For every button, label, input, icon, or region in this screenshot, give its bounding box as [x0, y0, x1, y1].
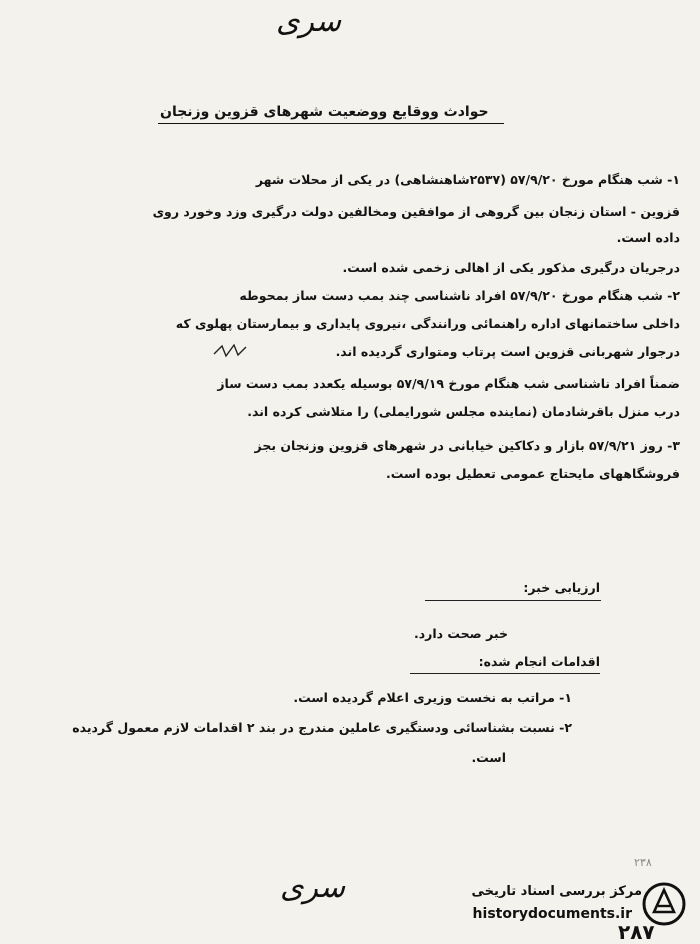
header-classification: سری — [276, 4, 342, 39]
action-item-1: ۱- مراتب به نخست وزیری اعلام گردیده است. — [293, 690, 572, 705]
assessment-text: خبر صحت دارد. — [414, 626, 508, 641]
title-underline — [158, 123, 504, 124]
action-item-2-line-1: ۲- نسبت بشناسائی ودستگیری عاملین مندرج در بند ۲ اقدامات لازم معمول گردیده — [72, 720, 572, 735]
paragraph-1-line-1: ۱- شب هنگام مورخ ۵۷/۹/۲۰ (۲۵۳۷شاهنشاهی) در یکی از محلات شهر — [255, 172, 680, 187]
action-item-2-line-2: است. — [471, 750, 506, 765]
actions-heading: اقدامات انجام شده: — [478, 654, 600, 669]
watermark-text-persian: مرکز بررسی اسناد تاریخی — [471, 884, 642, 899]
paragraph-1-line-2: قزوین - استان زنجان بین گروهی از موافقین ومخالفین دولت درگیری وزد وخورد روی — [152, 204, 680, 219]
paragraph-1-line-3: داده است. — [616, 230, 680, 245]
assessment-heading: ارزیابی خبر: — [523, 580, 600, 595]
paragraph-2-line-2: داخلی ساختمانهای اداره راهنمائی ورانندگی ،نیروی پایداری و بیمارستان پهلوی که — [175, 316, 680, 331]
handwritten-scribble — [212, 342, 248, 360]
watermark-url: historydocuments.ir — [472, 906, 632, 922]
paragraph-2-line-4: ضمناً افراد ناشناسی شب هنگام مورخ ۵۷/۹/۱۹ بوسیله یکعدد بمب دست ساز — [217, 376, 680, 391]
document-title: حوادث ووقایع ووضعیت شهرهای قزوین وزنجان — [160, 104, 489, 120]
paragraph-1-line-4: درجریان درگیری مذکور یکی از اهالی زخمی شده است. — [342, 260, 680, 275]
assessment-underline — [425, 600, 601, 601]
paragraph-2-line-5: درب منزل باقرشادمان (نماینده مجلس شورایملی) را متلاشی کرده اند. — [247, 404, 680, 419]
actions-underline — [410, 673, 600, 674]
footer-classification: سری — [280, 870, 346, 905]
paragraph-3-line-2: فروشگاههای مایحتاج عمومی تعطیل بوده است. — [386, 466, 680, 481]
paragraph-3-line-1: ۳- روز ۵۷/۹/۲۱ بازار و دکاکین خیابانی در شهرهای قزوین وزنجان بجز — [254, 438, 680, 453]
paragraph-2-line-1: ۲- شب هنگام مورخ ۵۷/۹/۲۰ افراد ناشناسی چند بمب دست ساز بمحوطه — [239, 288, 680, 303]
page-number: ۲۸۷ — [618, 920, 655, 944]
paragraph-2-line-3: درجوار شهربانی قزوین است پرتاب ومتواری گردیده اند. — [335, 344, 680, 359]
faint-stamp-number: ۲۳۸ — [634, 856, 652, 869]
